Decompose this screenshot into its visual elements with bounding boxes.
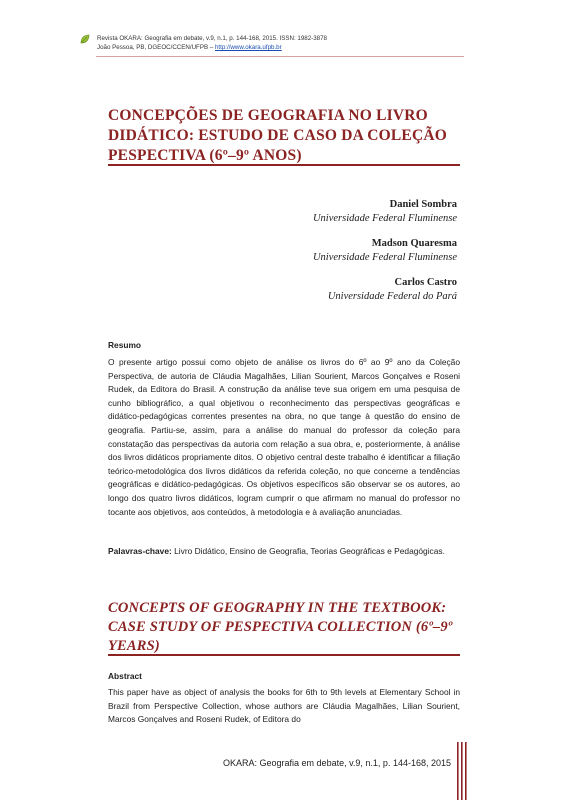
author-affiliation: Universidade Federal do Pará bbox=[327, 290, 457, 302]
author-name: Madson Quaresma bbox=[371, 238, 457, 249]
author-name: Daniel Sombra bbox=[389, 199, 457, 210]
article-title-pt: CONCEPÇÕES DE GEOGRAFIA NO LIVRO DIDÁTICO: ESTUDO DE CASO DA COLEÇÃO PESPECTIVA (6º–9º ANOS) bbox=[108, 107, 448, 164]
author-block bbox=[313, 276, 457, 303]
keywords-text: Livro Didático, Ensino de Geografia, Teorias Geográficas e Pedagógicas. bbox=[171, 546, 445, 556]
journal-url-link[interactable]: http://www.okara.ufpb.br bbox=[214, 44, 282, 51]
page-footer: OKARA: Geografia em debate, v.9, n.1, p. 144-168, 2015 bbox=[223, 758, 451, 768]
journal-citation: Revista OKARA: Geografia em debate, v.9, n.1, p. 144-168, 2015. ISSN: 1982-3878 bbox=[97, 35, 327, 42]
keywords-paragraph bbox=[108, 545, 460, 559]
keywords-label: Palavras-chave: bbox=[108, 546, 172, 556]
journal-leaf-icon bbox=[79, 33, 91, 45]
header-divider bbox=[96, 56, 464, 57]
abstract-text: This paper have as object of analysis the books for 6th to 9th levels at Elementary School in Brazil from Perspective Collection, whose authors are Cláudia Magalhães, Lilian Sourient, Marcos Gonçalves and Roseni Rudek, of Editora do bbox=[108, 687, 460, 725]
author-name: Carlos Castro bbox=[394, 277, 457, 288]
resumo-text: O presente artigo possui como objeto de análise os livros do 6º ao 9º ano da Coleção Perspectiva, de autoria de Cláudia Magalhães, Lilian Sourient, Marcos Gonçalves e Roseni Rudek, da Editora do Brasil. A construção da análise teve sua origem em uma pesquisa de cunho bibliográfico, a qual objetivou o reconhecimento das perspectivas geográficas e didático-pedagógicas correntes presentes na obra, no que tange à questão do ensino de geografia. Partiu-se, assim, para a análise do manual do professor da coleção para constatação das perspectivas da autoria com relação a sua obra, e, posteriormente, à análise dos livros didáticos propriamente ditos. O objetivo central deste trabalho é identificar a filiação teórico-metodológica dos livros didáticos da referida coleção, no que concerne a tendências geográficas e didático-pedagógicas. Os objetivos específicos são observar se os autores, ao longo dos quatro livros didáticos, logram cumprir o que afirmam no manual do professor no tocante aos objetivos, aos conteúdos, à metodologia e à avaliação anunciadas. bbox=[108, 357, 460, 517]
author-block bbox=[313, 198, 457, 225]
resumo-heading: Resumo bbox=[108, 340, 142, 350]
address-text: João Pessoa, PB, DGEOC/CCEN/UFPB – bbox=[97, 44, 215, 51]
author-list bbox=[313, 198, 457, 315]
journal-address bbox=[97, 43, 327, 52]
author-affiliation: Universidade Federal Fluminense bbox=[312, 212, 457, 224]
author-block bbox=[313, 237, 457, 264]
article-title-en: CONCEPTS OF GEOGRAPHY IN THE TEXTBOOK: CASE STUDY OF PESPECTIVA COLLECTION (6º–9º YEARS) bbox=[108, 600, 453, 654]
author-affiliation: Universidade Federal Fluminense bbox=[312, 251, 457, 263]
title-en-underline bbox=[108, 654, 460, 656]
title-underline bbox=[108, 164, 460, 166]
journal-header bbox=[97, 34, 327, 52]
footer-bars-decoration bbox=[456, 742, 470, 800]
abstract-heading: Abstract bbox=[108, 671, 142, 681]
